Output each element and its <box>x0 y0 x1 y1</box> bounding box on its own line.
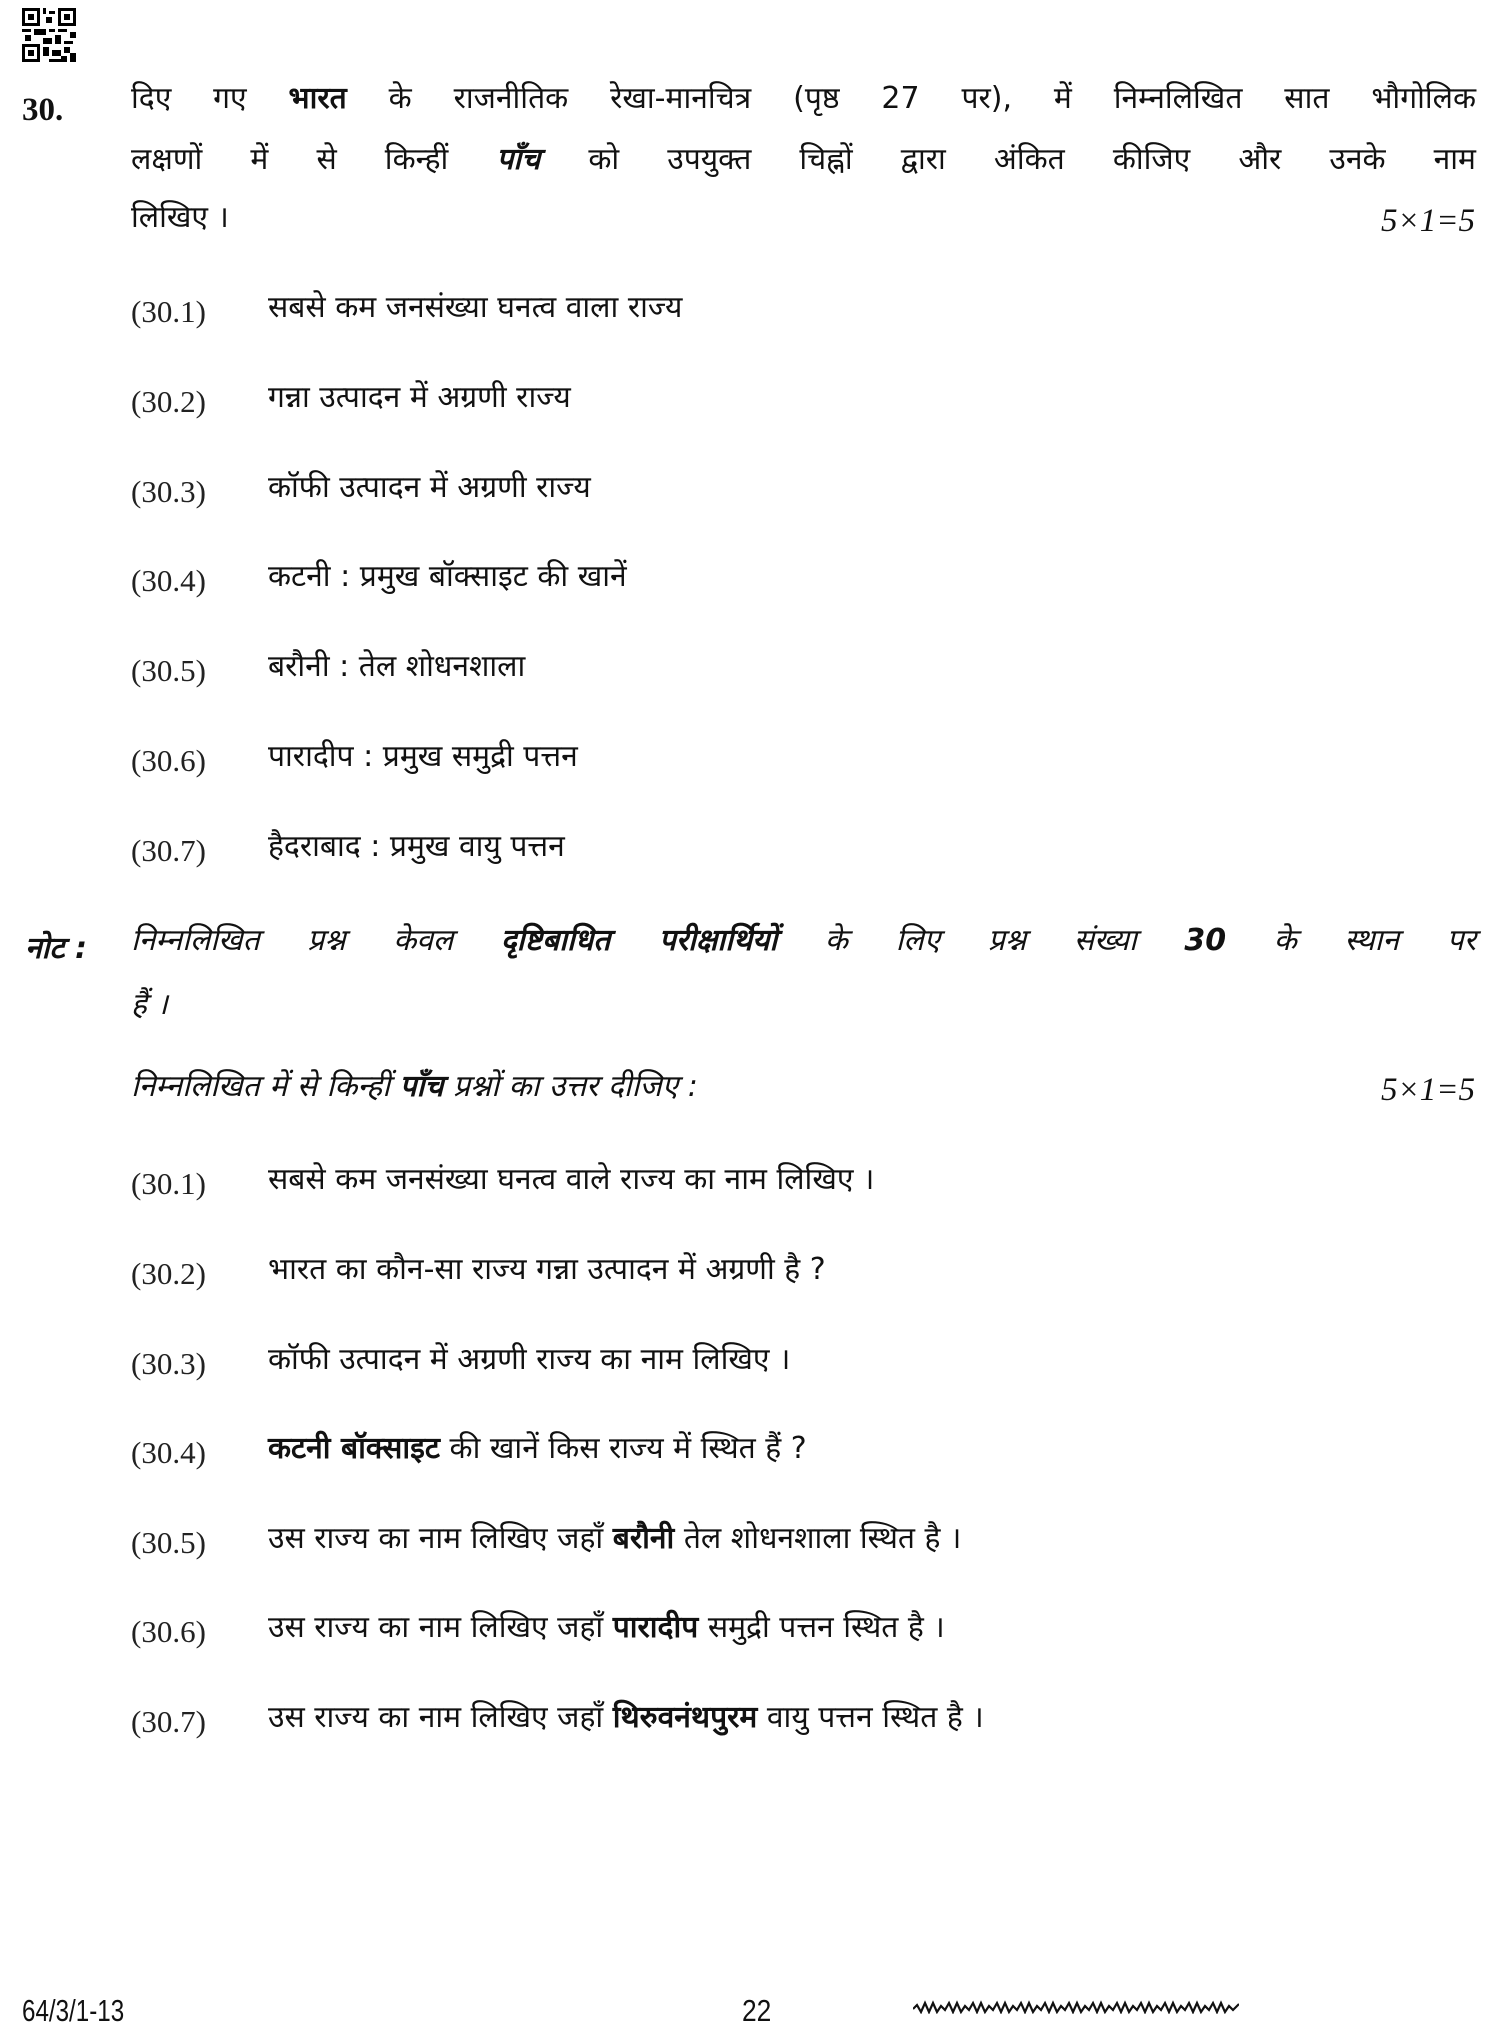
emphasized-text: दृष्टिबाधित परीक्षार्थियों <box>500 923 778 958</box>
item-label: (30.6) <box>131 1614 206 1649</box>
text-segment: के स्थान पर <box>1226 923 1476 958</box>
question-text-line-2 <box>131 142 1476 177</box>
text-segment: दिए गए <box>131 81 289 116</box>
item-text: गन्ना उत्पादन में अग्रणी राज्य <box>268 380 571 415</box>
wavy-line-icon <box>913 2000 1239 2014</box>
note-marks-allocation: 5×1=5 <box>1380 1072 1475 1108</box>
question-text-line-3 <box>131 200 229 235</box>
text-segment: वायु पत्तन स्थित है । <box>757 1700 984 1735</box>
question-number: 30. <box>22 92 64 128</box>
text-segment: सबसे कम जनसंख्या घनत्व वाले राज्य का नाम लिखिए । <box>268 1162 875 1197</box>
emphasized-text: पाँच <box>496 142 541 177</box>
item-label: (30.7) <box>131 1704 206 1739</box>
question-text-line-1 <box>131 81 1477 116</box>
item-text <box>268 1162 875 1197</box>
text-segment: भारत का कौन-सा राज्य गन्ना उत्पादन में अग्रणी है ? <box>268 1252 826 1287</box>
item-label: (30.3) <box>131 1346 206 1381</box>
text-segment: को उपयुक्त चिह्नों द्वारा अंकित कीजिए और उनके नाम <box>540 142 1476 177</box>
paper-code: 64/3/1-13 <box>22 1993 125 2028</box>
item-text: हैदराबाद : प्रमुख वायु पत्तन <box>268 829 565 864</box>
emphasized-text: 30 <box>1184 923 1227 958</box>
emphasized-text: कटनी बॉक्साइट <box>268 1431 440 1466</box>
text-segment: निम्नलिखित में से किन्हीं <box>131 1069 400 1104</box>
item-label: (30.3) <box>131 474 206 509</box>
emphasized-text: बरौनी <box>612 1521 675 1556</box>
item-label: (30.7) <box>131 833 206 868</box>
item-label: (30.5) <box>131 1525 206 1560</box>
item-text <box>268 1610 945 1645</box>
qr-code-icon <box>22 8 76 62</box>
text-segment: उस राज्य का नाम लिखिए जहाँ <box>268 1700 613 1735</box>
item-text <box>268 1431 807 1466</box>
emphasized-text: पाँच <box>399 1069 444 1104</box>
text-segment: लिखिए । <box>131 200 229 235</box>
emphasized-text: पारादीप <box>612 1610 699 1645</box>
item-text <box>268 1252 826 1287</box>
item-label: (30.2) <box>131 384 206 419</box>
text-segment: तेल शोधनशाला स्थित है । <box>674 1521 962 1556</box>
item-text: कॉफी उत्पादन में अग्रणी राज्य <box>268 470 591 505</box>
text-segment: उस राज्य का नाम लिखिए जहाँ <box>268 1521 613 1556</box>
text-segment: के राजनीतिक रेखा-मानचित्र (पृष्ठ 27 पर), में निम्नलिखित सात भौगोलिक <box>346 81 1477 116</box>
item-label: (30.5) <box>131 653 206 688</box>
item-text: बरौनी : तेल शोधनशाला <box>268 649 526 684</box>
note-text-line-1 <box>131 923 1476 958</box>
item-text: कटनी : प्रमुख बॉक्साइट की खानें <box>268 559 627 594</box>
item-label: (30.1) <box>131 294 206 329</box>
item-label: (30.4) <box>131 563 206 598</box>
emphasized-text: भारत <box>288 81 347 116</box>
item-text: पारादीप : प्रमुख समुद्री पत्तन <box>268 739 578 774</box>
note-instruction <box>131 1069 698 1104</box>
text-segment: की खानें किस राज्य में स्थित हैं ? <box>440 1431 807 1466</box>
page-number: 22 <box>742 1993 772 2028</box>
text-segment: के लिए प्रश्न संख्या <box>777 923 1185 958</box>
text-segment: प्रश्नों का उत्तर दीजिए : <box>443 1069 698 1104</box>
text-segment: समुद्री पत्तन स्थित है । <box>698 1610 945 1645</box>
item-text: सबसे कम जनसंख्या घनत्व वाला राज्य <box>268 290 683 325</box>
item-label: (30.1) <box>131 1166 206 1201</box>
item-label: (30.2) <box>131 1256 206 1291</box>
item-label: (30.4) <box>131 1435 206 1470</box>
note-text-line-2: हैं । <box>131 987 168 1022</box>
text-segment: कॉफी उत्पादन में अग्रणी राज्य का नाम लिखिए । <box>268 1342 791 1377</box>
note-label: नोट : <box>25 931 87 966</box>
text-segment: निम्नलिखित प्रश्न केवल <box>131 923 501 958</box>
item-text <box>268 1700 984 1735</box>
marks-allocation: 5×1=5 <box>1380 203 1475 239</box>
item-label: (30.6) <box>131 743 206 778</box>
emphasized-text: थिरुवनंथपुरम <box>612 1700 758 1735</box>
text-segment: उस राज्य का नाम लिखिए जहाँ <box>268 1610 613 1645</box>
text-segment: लक्षणों में से किन्हीं <box>131 142 497 177</box>
item-text <box>268 1342 791 1377</box>
item-text <box>268 1521 962 1556</box>
